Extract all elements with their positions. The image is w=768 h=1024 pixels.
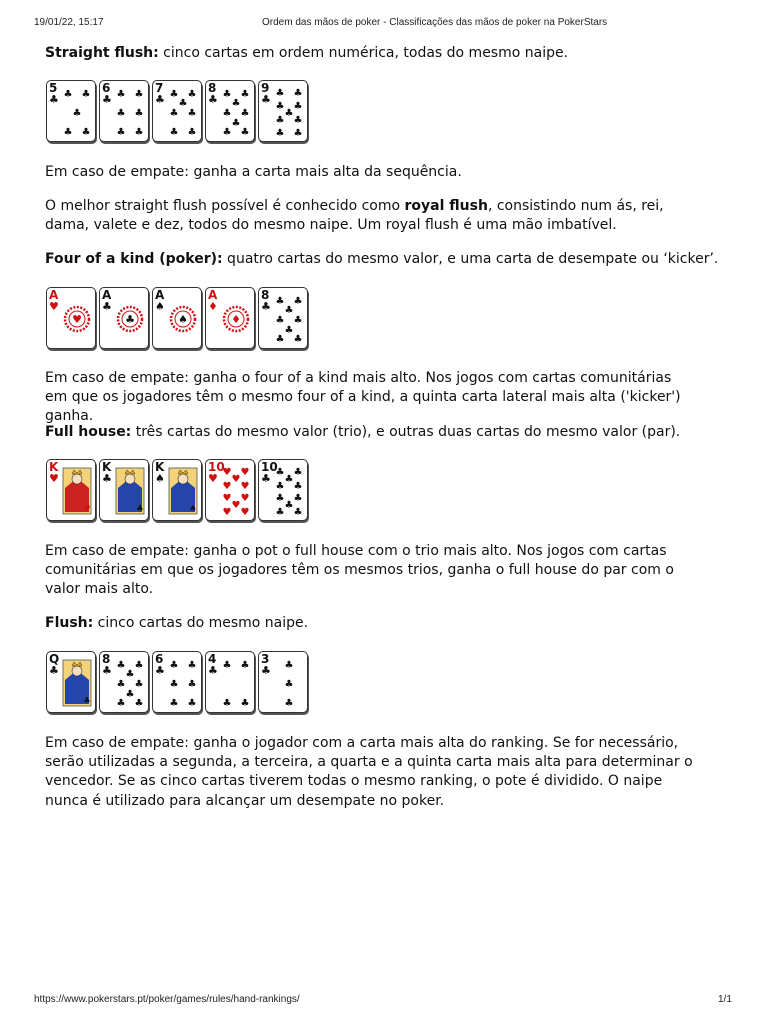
- svg-text:♣: ♣: [275, 481, 285, 492]
- royal-flush-text-b: , consistindo num ás, rei, dama, valete e dez, todos do mesmo naipe. Um royal flush é uma mão imbatível.: [45, 198, 664, 234]
- flush-definition: [45, 614, 695, 633]
- svg-text:♣: ♣: [134, 89, 144, 100]
- full-house-text: três cartas do mesmo valor (trio), e outras duas cartas do mesmo valor (par).: [131, 424, 681, 440]
- svg-text:♥: ♥: [222, 493, 232, 504]
- svg-text:♣: ♣: [275, 507, 285, 516]
- straight-flush-heading: Straight flush:: [45, 45, 159, 61]
- hearts-suit-icon: ♥: [208, 472, 218, 485]
- svg-text:♣: ♣: [134, 698, 144, 708]
- card-face: [114, 294, 146, 344]
- svg-text:♣: ♣: [293, 296, 303, 307]
- straight-flush-text: cinco cartas em ordem numérica, todas do mesmo naipe.: [158, 45, 569, 61]
- svg-text:♥: ♥: [83, 504, 91, 513]
- svg-text:♣: ♣: [169, 679, 179, 690]
- svg-text:♣: ♣: [83, 696, 91, 705]
- svg-text:♣: ♣: [240, 660, 250, 671]
- playing-card-K-hearts: [46, 459, 96, 521]
- flush-text: cinco cartas do mesmo naipe.: [93, 615, 309, 631]
- svg-text:♣: ♣: [134, 679, 144, 690]
- svg-text:♦: ♦: [231, 313, 241, 326]
- svg-text:♣: ♣: [169, 660, 179, 671]
- svg-text:♣: ♣: [134, 108, 144, 119]
- playing-card-8-clubs: [258, 287, 308, 349]
- svg-text:♥: ♥: [240, 481, 250, 492]
- card-rank: 7: [155, 81, 164, 95]
- card-face: [220, 87, 252, 137]
- card-rank: A: [208, 288, 218, 302]
- card-face: [220, 466, 252, 516]
- card-face: [114, 466, 146, 516]
- svg-text:♣: ♣: [169, 127, 179, 137]
- print-page-title: Ordem das mãos de poker - Classificações das mãos de poker na PokerStars: [262, 17, 608, 28]
- full-house-tie-rule: Em caso de empate: ganha o pot o full house com o trio mais alto. Nos jogos com cartas comunitárias em que os jogadores têm os mesmos trios, ganha o full house do par com o valor mais alto.: [45, 543, 674, 598]
- hearts-suit-icon: ♥: [49, 300, 59, 313]
- playing-card-4-clubs: [205, 651, 255, 713]
- svg-text:♣: ♣: [125, 313, 135, 326]
- flush-tie-rule: Em caso de empate: ganha o jogador com a carta mais alta do ranking. Se for necessário, serão utilizadas a segunda, a terceira, a quarta e a quinta carta mais alta para determinar o vencedor. Se as cinco cartas tiverem todas o mesmo ranking, o pote é dividido. O naipe nunca é utilizado para alcançar um desempate no poker.: [45, 735, 693, 809]
- svg-text:♣: ♣: [284, 698, 294, 708]
- clubs-suit-icon: ♣: [261, 300, 271, 313]
- svg-text:♣: ♣: [187, 127, 197, 137]
- playing-card-A-clubs: [99, 287, 149, 349]
- card-rank: 4: [208, 652, 217, 666]
- card-face: [61, 87, 93, 137]
- spades-suit-icon: ♠: [155, 472, 165, 485]
- card-rank: K: [155, 460, 165, 474]
- svg-text:♣: ♣: [293, 493, 303, 504]
- svg-text:♣: ♣: [116, 127, 126, 137]
- svg-text:♣: ♣: [240, 108, 250, 119]
- svg-text:♣: ♣: [293, 467, 303, 478]
- diamonds-suit-icon: ♦: [208, 300, 218, 313]
- svg-text:♣: ♣: [136, 504, 144, 513]
- card-face: [220, 294, 252, 344]
- svg-text:♣: ♣: [222, 660, 232, 671]
- card-rank: 3: [261, 652, 270, 666]
- svg-text:♣: ♣: [275, 493, 285, 504]
- svg-text:♣: ♣: [169, 108, 179, 119]
- card-face: [114, 658, 146, 708]
- svg-text:♣: ♣: [63, 89, 73, 100]
- svg-text:♣: ♣: [275, 128, 285, 137]
- playing-card-8-clubs: [99, 651, 149, 713]
- svg-text:♣: ♣: [293, 128, 303, 137]
- svg-text:♥: ♥: [222, 481, 232, 492]
- hearts-suit-icon: ♥: [49, 472, 59, 485]
- playing-card-A-diamonds: [205, 287, 255, 349]
- playing-card-6-clubs: [152, 651, 202, 713]
- card-face: [220, 658, 252, 708]
- card-rank: Q: [49, 652, 60, 666]
- playing-card-3-clubs: [258, 651, 308, 713]
- full-house-cards: [46, 459, 308, 523]
- straight-flush-cards: [46, 80, 308, 144]
- svg-text:♣: ♣: [169, 89, 179, 100]
- playing-card-A-spades: [152, 287, 202, 349]
- print-datetime: 19/01/22, 15:17: [34, 17, 104, 28]
- svg-text:♣: ♣: [63, 127, 73, 137]
- flush-cards: [46, 651, 308, 715]
- four-of-a-kind-cards: [46, 287, 308, 351]
- svg-text:♣: ♣: [187, 660, 197, 671]
- svg-text:♣: ♣: [116, 108, 126, 119]
- svg-text:♣: ♣: [284, 474, 294, 485]
- card-rank: 8: [208, 81, 217, 95]
- card-face: [167, 87, 199, 137]
- svg-text:♣: ♣: [72, 108, 82, 119]
- svg-text:♣: ♣: [275, 296, 285, 307]
- card-face: [114, 87, 146, 137]
- svg-text:♣: ♣: [275, 88, 285, 99]
- svg-text:♣: ♣: [275, 467, 285, 478]
- card-face: [273, 294, 305, 344]
- svg-text:♣: ♣: [275, 334, 285, 344]
- svg-text:♣: ♣: [284, 108, 294, 119]
- card-rank: K: [102, 460, 112, 474]
- svg-text:♥: ♥: [240, 493, 250, 504]
- svg-text:♣: ♣: [293, 115, 303, 126]
- playing-card-5-clubs: [46, 80, 96, 142]
- card-rank: 6: [155, 652, 164, 666]
- card-rank: A: [155, 288, 165, 302]
- four-of-a-kind-text: quatro cartas do mesmo valor, e uma carta de desempate ou ‘kicker’.: [222, 251, 719, 267]
- svg-text:♣: ♣: [187, 679, 197, 690]
- svg-text:♣: ♣: [222, 127, 232, 137]
- playing-card-10-clubs: [258, 459, 308, 521]
- playing-card-6-clubs: [99, 80, 149, 142]
- clubs-suit-icon: ♣: [102, 93, 112, 106]
- card-face: [273, 658, 305, 708]
- clubs-suit-icon: ♣: [155, 93, 165, 106]
- card-face: [61, 466, 93, 516]
- svg-text:♣: ♣: [284, 679, 294, 690]
- svg-text:♣: ♣: [293, 481, 303, 492]
- spades-suit-icon: ♠: [155, 300, 165, 313]
- card-face: [61, 658, 93, 708]
- svg-text:♣: ♣: [116, 660, 126, 671]
- svg-text:♣: ♣: [275, 115, 285, 126]
- card-rank: 5: [49, 81, 58, 95]
- playing-card-K-spades: [152, 459, 202, 521]
- royal-flush-term: royal flush: [404, 198, 488, 214]
- playing-card-10-hearts: [205, 459, 255, 521]
- clubs-suit-icon: ♣: [261, 472, 271, 485]
- svg-text:♣: ♣: [81, 89, 91, 100]
- svg-text:♣: ♣: [222, 698, 232, 708]
- straight-flush-tie-rule: Em caso de empate: ganha a carta mais alta da sequência.: [45, 164, 462, 180]
- playing-card-A-hearts: [46, 287, 96, 349]
- clubs-suit-icon: ♣: [102, 300, 112, 313]
- playing-card-Q-clubs: [46, 651, 96, 713]
- svg-text:♣: ♣: [231, 98, 241, 109]
- svg-text:♣: ♣: [125, 669, 135, 680]
- card-rank: K: [49, 460, 59, 474]
- svg-text:♣: ♣: [240, 698, 250, 708]
- svg-text:♣: ♣: [116, 679, 126, 690]
- svg-text:♣: ♣: [187, 698, 197, 708]
- svg-text:♥: ♥: [240, 467, 250, 478]
- card-rank: 10: [261, 460, 278, 474]
- full-house-definition: [45, 423, 725, 442]
- svg-text:♣: ♣: [134, 660, 144, 671]
- svg-text:♠: ♠: [178, 313, 188, 326]
- svg-text:♣: ♣: [293, 88, 303, 99]
- svg-text:♥: ♥: [231, 474, 241, 485]
- svg-text:♣: ♣: [178, 98, 188, 109]
- clubs-suit-icon: ♣: [102, 472, 112, 485]
- full-house-heading: Full house:: [45, 424, 132, 440]
- svg-text:♠: ♠: [189, 504, 197, 513]
- svg-text:♣: ♣: [240, 127, 250, 137]
- card-rank: A: [102, 288, 112, 302]
- svg-text:♣: ♣: [240, 89, 250, 100]
- clubs-suit-icon: ♣: [261, 93, 271, 106]
- clubs-suit-icon: ♣: [208, 93, 218, 106]
- svg-text:♣: ♣: [187, 89, 197, 100]
- four-of-a-kind-heading: Four of a kind (poker):: [45, 251, 223, 267]
- straight-flush-definition: [45, 44, 695, 63]
- svg-text:♣: ♣: [134, 127, 144, 137]
- svg-text:♣: ♣: [231, 118, 241, 129]
- svg-text:♣: ♣: [293, 315, 303, 326]
- clubs-suit-icon: ♣: [261, 664, 271, 677]
- card-face: [167, 466, 199, 516]
- svg-text:♥: ♥: [231, 500, 241, 511]
- svg-text:♣: ♣: [293, 334, 303, 344]
- svg-text:♣: ♣: [116, 698, 126, 708]
- royal-flush-text-a: O melhor straight flush possível é conhecido como: [45, 198, 405, 214]
- card-rank: A: [49, 288, 59, 302]
- svg-text:♣: ♣: [116, 89, 126, 100]
- svg-text:♥: ♥: [222, 507, 232, 516]
- card-rank: 9: [261, 81, 270, 95]
- svg-text:♣: ♣: [284, 500, 294, 511]
- four-of-a-kind-definition: [45, 250, 725, 269]
- card-rank: 8: [102, 652, 111, 666]
- card-face: [167, 658, 199, 708]
- svg-text:♣: ♣: [125, 689, 135, 700]
- four-of-a-kind-tie-rule: Em caso de empate: ganha o four of a kind mais alto. Nos jogos com cartas comunitárias em que os jogadores têm o mesmo four of a kind, a quinta carta lateral mais alta ('kicker') ganha.: [45, 370, 681, 425]
- playing-card-9-clubs: [258, 80, 308, 142]
- svg-text:♥: ♥: [240, 507, 250, 516]
- svg-text:♣: ♣: [275, 101, 285, 112]
- flush-heading: Flush:: [45, 615, 94, 631]
- svg-text:♣: ♣: [284, 305, 294, 316]
- svg-text:♣: ♣: [293, 507, 303, 516]
- svg-text:♣: ♣: [293, 101, 303, 112]
- clubs-suit-icon: ♣: [102, 664, 112, 677]
- svg-text:♣: ♣: [187, 108, 197, 119]
- print-url: https://www.pokerstars.pt/poker/games/rules/hand-rankings/: [34, 994, 300, 1005]
- card-rank: 8: [261, 288, 270, 302]
- svg-text:♥: ♥: [222, 467, 232, 478]
- svg-text:♣: ♣: [284, 660, 294, 671]
- clubs-suit-icon: ♣: [49, 664, 59, 677]
- playing-card-7-clubs: [152, 80, 202, 142]
- svg-text:♣: ♣: [284, 325, 294, 336]
- card-face: [167, 294, 199, 344]
- svg-text:♣: ♣: [81, 127, 91, 137]
- card-rank: 10: [208, 460, 225, 474]
- playing-card-8-clubs: [205, 80, 255, 142]
- svg-text:♣: ♣: [222, 89, 232, 100]
- playing-card-K-clubs: [99, 459, 149, 521]
- clubs-suit-icon: ♣: [49, 93, 59, 106]
- card-rank: 6: [102, 81, 111, 95]
- clubs-suit-icon: ♣: [155, 664, 165, 677]
- card-face: [61, 294, 93, 344]
- svg-text:♣: ♣: [275, 315, 285, 326]
- print-page-number: 1/1: [718, 994, 732, 1005]
- svg-text:♣: ♣: [169, 698, 179, 708]
- royal-flush-note: [45, 197, 685, 235]
- clubs-suit-icon: ♣: [208, 664, 218, 677]
- svg-text:♣: ♣: [222, 108, 232, 119]
- card-face: [273, 466, 305, 516]
- svg-text:♥: ♥: [72, 313, 82, 326]
- card-face: [273, 87, 305, 137]
